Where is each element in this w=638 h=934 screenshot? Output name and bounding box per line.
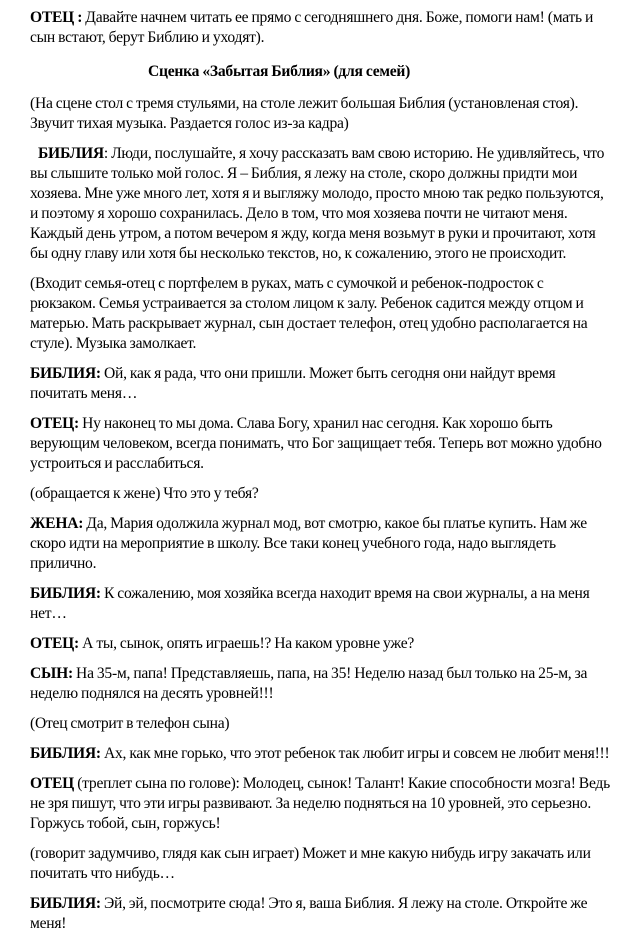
dialogue-line — [30, 744, 612, 764]
speaker-label: ОТЕЦ: — [30, 635, 80, 652]
dialogue-text: Ну наконец то мы дома. Слава Богу, хранил нас сегодня. Как хорошо быть верующим человеком, всегда понимать, что Бог защищает тебя. Теперь вот можно удобно устроиться и расслабиться. — [30, 415, 602, 472]
dialogue-text: На 35-м, папа! Представляешь, папа, на 35! Неделю назад был только на 25-м, за неделю поднялся на десять уровней!!! — [30, 665, 588, 702]
speaker-label: ОТЕЦ: — [30, 415, 80, 432]
speaker-label: ЖЕНА: — [30, 515, 84, 532]
dialogue-text: (обращается к жене) Что это у тебя? — [30, 485, 259, 502]
stage-direction — [30, 844, 612, 884]
stage-direction — [30, 484, 612, 504]
dialogue-text: К сожалению, моя хозяйка всегда находит время на свои журналы, а на меня нет… — [30, 585, 590, 622]
speaker-label: БИБЛИЯ: — [30, 745, 101, 762]
dialogue-text: А ты, сынок, опять играешь!? На каком уровне уже? — [79, 635, 415, 652]
dialogue-text: (Отец смотрит в телефон сына) — [30, 715, 230, 732]
dialogue-line — [30, 514, 612, 574]
speaker-label: ОТЕЦ : — [30, 9, 83, 26]
dialogue-line — [30, 634, 612, 654]
dialogue-line — [30, 144, 612, 264]
speaker-label: БИБЛИЯ: — [30, 585, 101, 602]
dialogue-text: Да, Мария одолжила журнал мод, вот смотрю, какое бы платье купить. Нам же скоро идти на мероприятие в школу. Все таки конец учебного года, надо выглядеть прилично. — [30, 515, 587, 572]
speaker-label: СЫН: — [30, 665, 73, 682]
scene-title: Сценка «Забытая Библия» (для семей) — [148, 63, 411, 80]
dialogue-line — [30, 664, 612, 704]
dialogue-text: (треплет сына по голове): Молодец, сынок! Талант! Какие способности мозга! Ведь не зря пишут, что эти игры развивают. За неделю подняться на 10 уровней, это серьезно. Горжусь тобой, сын, горжусь! — [30, 775, 610, 832]
dialogue-text: Эй, эй, посмотрите сюда! Это я, ваша Библия. Я лежу на столе. Откройте же меня! — [30, 895, 588, 932]
dialogue-text: Ой, как я рада, что они пришли. Может быть сегодня они найдут время почитать меня… — [30, 365, 556, 402]
speaker-label: БИБЛИЯ — [38, 145, 104, 162]
dialogue-text: : Люди, послушайте, я хочу рассказать вам свою историю. Не удивляйтесь, что вы слышите только мой голос. Я – Библия, я лежу на столе, скоро должны придти мои хозяева. Мне уже много лет, хотя я и выгляжу молодо, просто мною так редко пользуются, и поэтому я хорошо сохранилась. Дело в том, что моя хозяева почти не читают меня. Каждый день утром, а потом вечером я жду, когда меня возьмут в руки и прочитают, хотя бы одну главу или хотя бы несколько текстов, но, к сожалению, этого не происходит. — [30, 145, 605, 262]
stage-direction — [30, 274, 612, 354]
dialogue-line — [30, 894, 612, 934]
dialogue-line — [30, 414, 612, 474]
dialogue-text: Ах, как мне горько, что этот ребенок так любит игры и совсем не любит меня!!! — [100, 745, 610, 762]
speaker-label: БИБЛИЯ: — [30, 365, 101, 382]
dialogue-line — [30, 584, 612, 624]
stage-direction — [30, 714, 612, 734]
dialogue-text: (говорит задумчиво, глядя как сын играет) Может и мне какую нибудь игру закачать или почитать что нибудь… — [30, 845, 591, 882]
stage-direction: (На сцене стол с тремя стульями, на столе лежит большая Библия (установленая стоя). Звучит тихая музыка. Раздается голос из-за кадра) — [30, 95, 579, 132]
speaker-label: БИБЛИЯ: — [30, 895, 101, 912]
dialogue-line — [30, 774, 612, 834]
intro-paragraph — [30, 8, 612, 48]
dialogue-text: Давайте начнем читать ее прямо с сегодняшнего дня. Боже, помоги нам! (мать и сын встают, берут Библию и уходят). — [30, 9, 594, 46]
speaker-label: ОТЕЦ — [30, 775, 75, 792]
dialogue-text: (Входит семья-отец с портфелем в руках, мать с сумочкой и ребенок-подросток с рюкзаком. Семья устраивается за столом лицом к залу. Ребенок садится между отцом и матерью. Мать раскрывает журнал, сын достает телефон, отец удобно располагается на стуле). Музыка замолкает. — [30, 275, 588, 352]
dialogue-line — [30, 364, 612, 404]
